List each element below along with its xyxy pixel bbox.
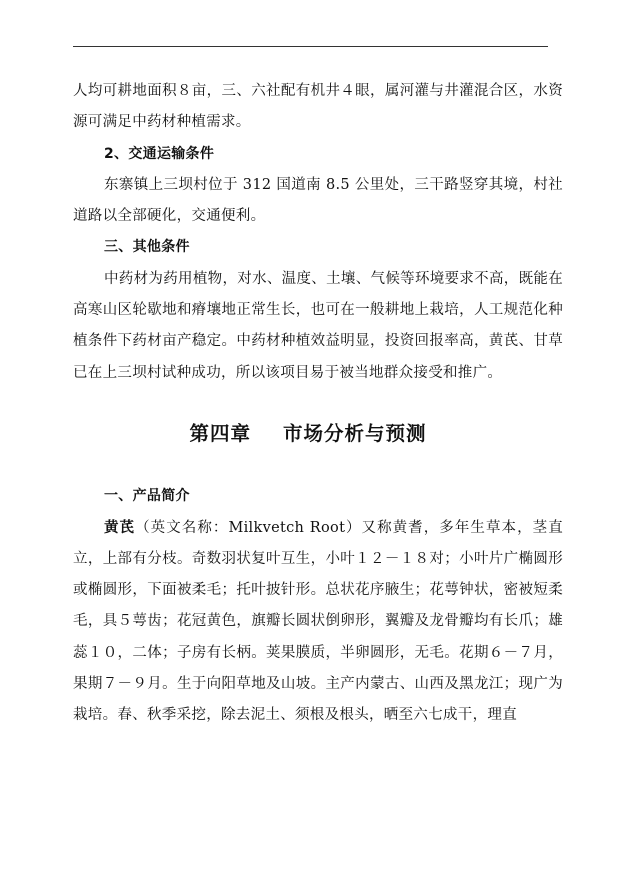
term-huangqi: 黄芪 <box>104 519 136 536</box>
paragraph-land: 人均可耕地面积８亩，三、六社配有机井４眼，属河灌与井灌混合区，水资源可满足中药材种植需求。 <box>73 83 563 131</box>
huangqi-description: （英文名称：Milkvetch Root）又称黄耆，多年生草本，茎直立，上部有分枝。奇数羽状复叶互生，小叶１２－１８对；小叶片广椭圆形或椭圆形，下面被柔毛；托叶披针形。总状花序腋生；花萼钟状，密被短柔毛，具５萼齿；花冠黄色，旗瓣长圆状倒卵形，翼瓣及龙骨瓣均有长爪；雄蕊１０，二体；子房有长柄。荚果膜质，半卵圆形，无毛。花期６－７月，果期７－９月。生于向阳草地及山坡。主产内蒙古、山西及黑龙江；现广为栽培。春、秋季采挖，除去泥土、须根及根头，晒至六七成干，理直 <box>73 519 563 724</box>
chapter-number: 第四章 <box>189 421 251 445</box>
heading-transport: 2、交通运输条件 <box>104 145 215 162</box>
paragraph-other-conditions: 中药材为药用植物，对水、温度、土壤、气候等环境要求不高，既能在高寒山区轮歇地和瘠壤地正常生长，也可在一般耕地上栽培，人工规范化种植条件下药材亩产稳定。中药材种植效益明显，投资回报率高，黄芪、甘草已在上三坝村试种成功，所以该项目易于被当地群众接受和推广。 <box>73 270 563 381</box>
header-rule <box>73 46 548 47</box>
paragraph-huangqi <box>73 513 563 732</box>
paragraph-transport: 东寨镇上三坝村位于 312 国道南 8.5 公里处，三干路竖穿其境，村社道路以全部硬化，交通便利。 <box>73 176 563 225</box>
chapter-name: 市场分析与预测 <box>283 421 427 445</box>
heading-other-conditions: 三、其他条件 <box>104 239 190 256</box>
chapter-title <box>73 418 563 449</box>
page-content <box>73 76 563 732</box>
heading-product-intro: 一、产品简介 <box>104 488 190 505</box>
